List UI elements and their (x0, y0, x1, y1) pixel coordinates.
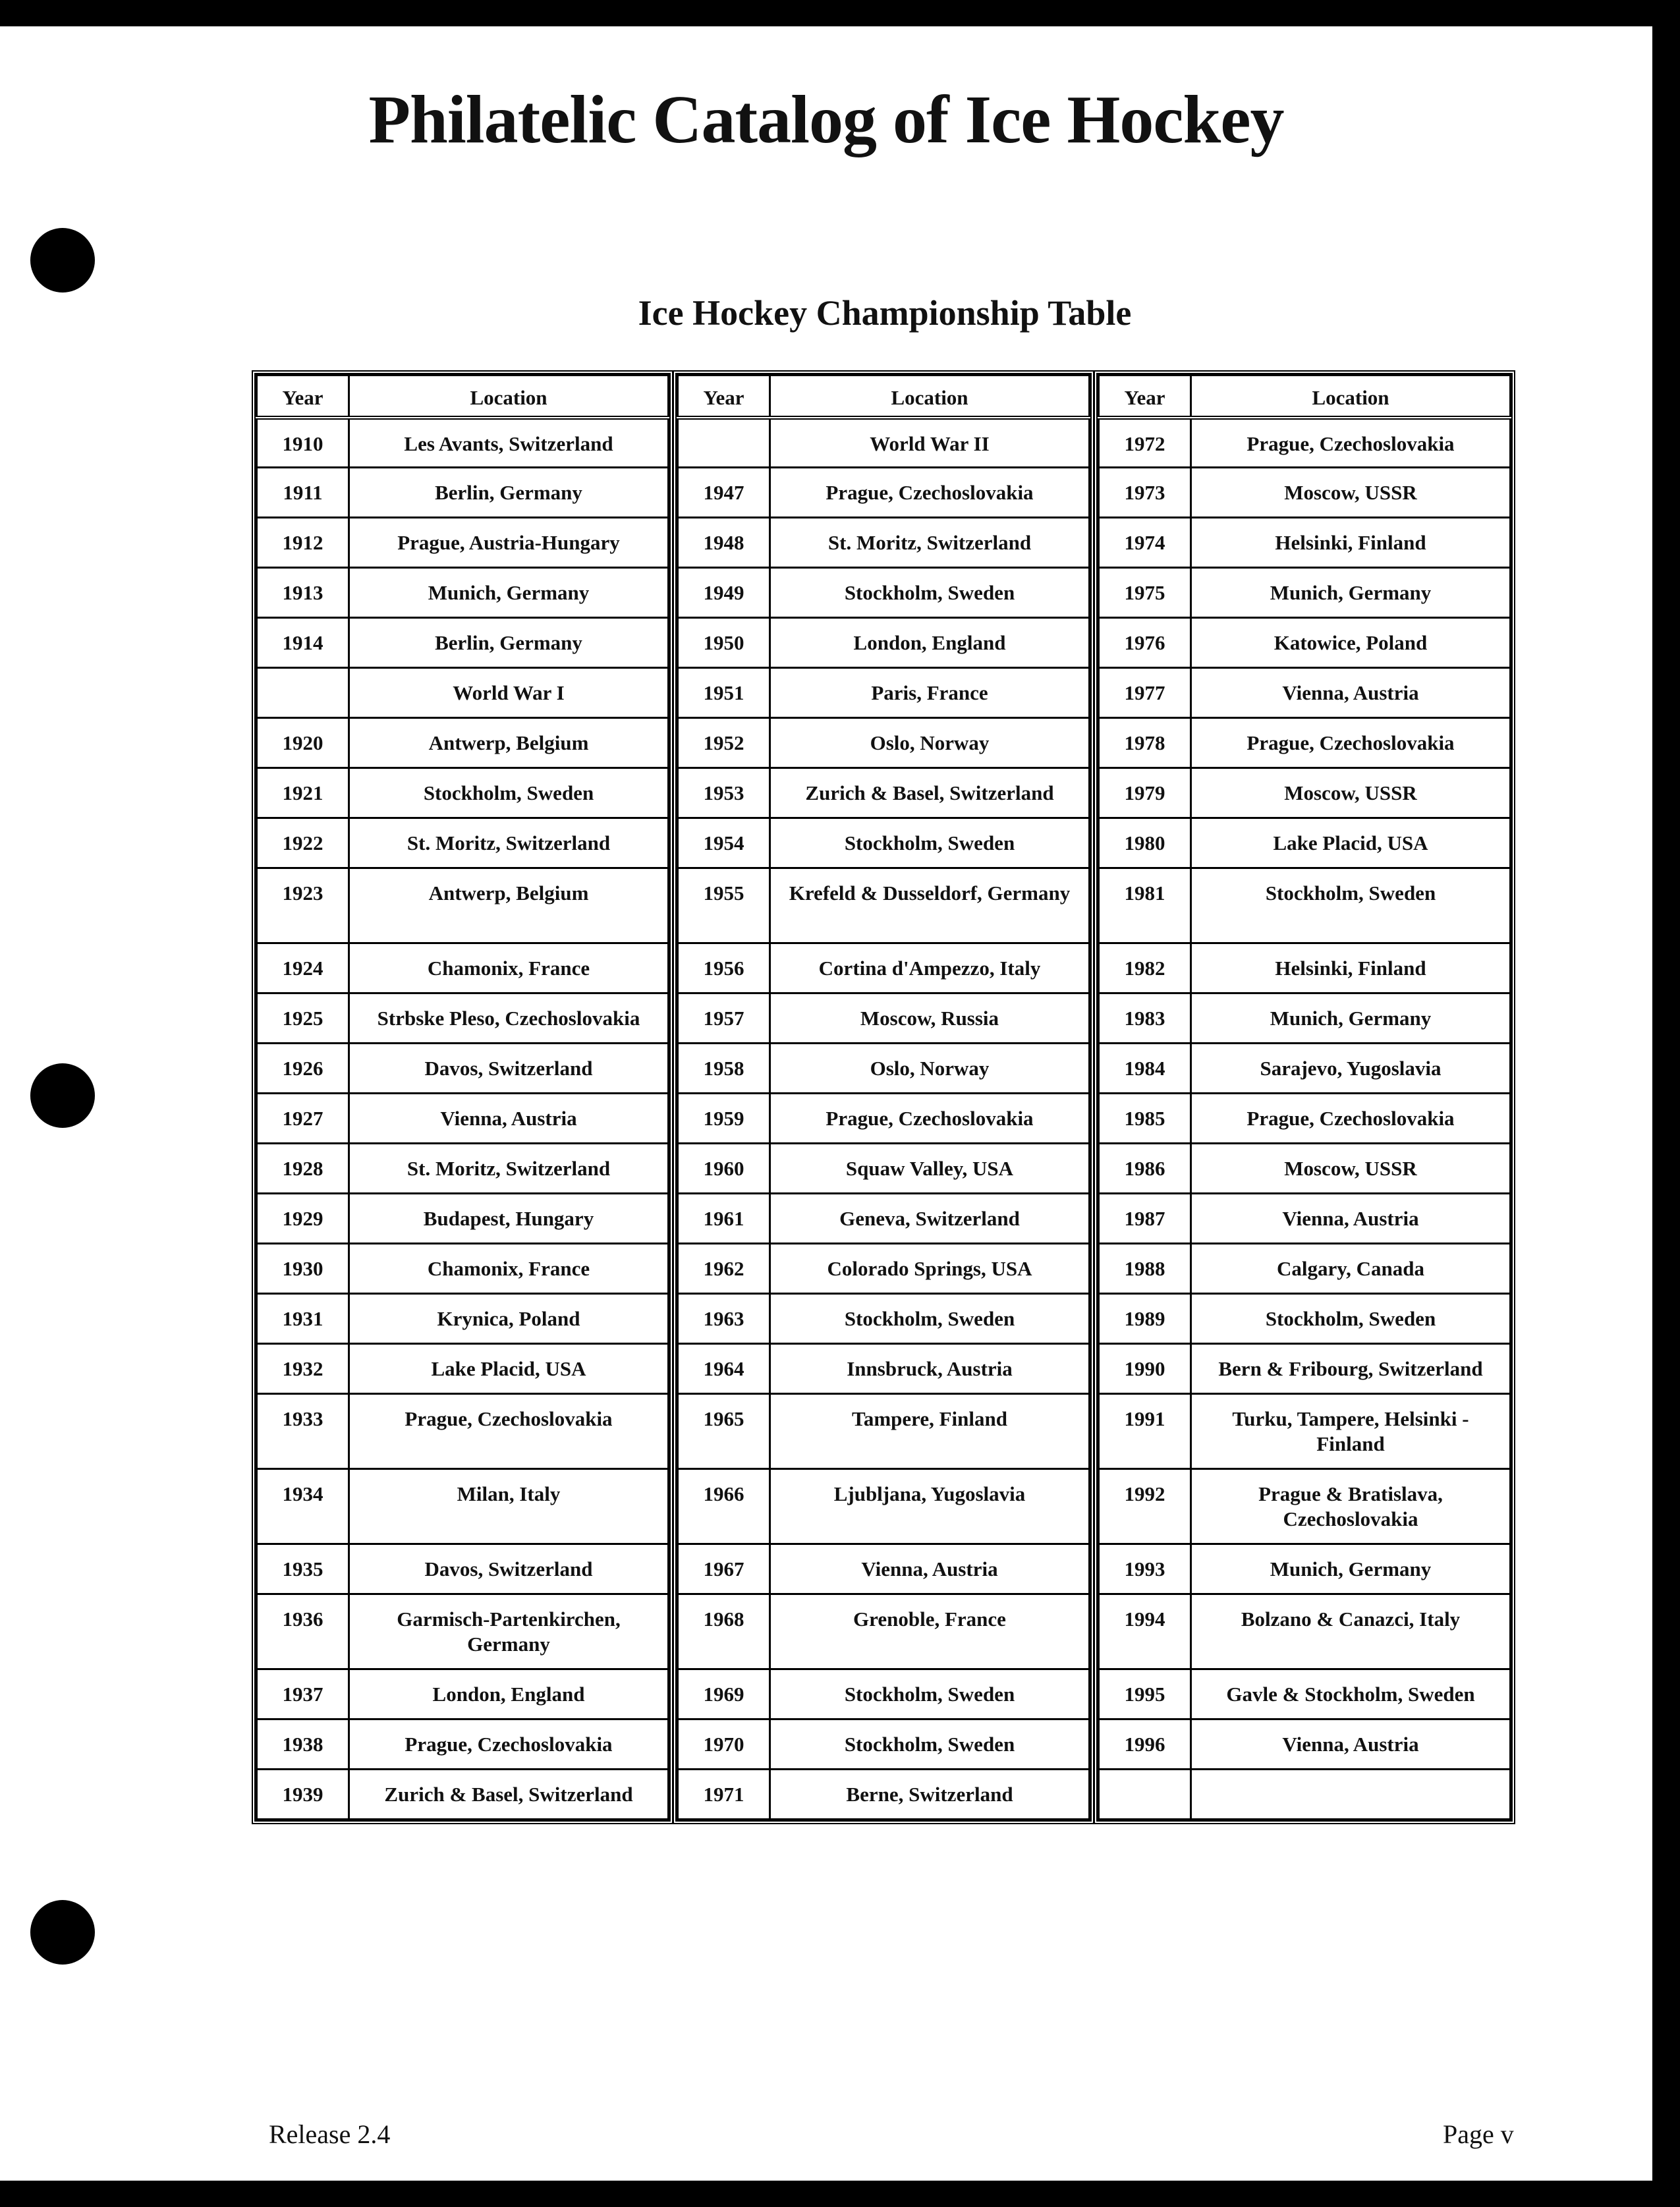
table-panel-grid (677, 374, 1090, 1820)
year-cell: 1992 (1099, 1469, 1191, 1544)
table-row (1099, 818, 1511, 868)
location-column-header: Location (349, 376, 669, 418)
location-cell: Munich, Germany (1191, 1544, 1511, 1594)
table-row (678, 1719, 1090, 1770)
table-row (257, 768, 669, 818)
table-row (1099, 1344, 1511, 1394)
year-cell: 1910 (257, 418, 349, 468)
location-cell: Ljubljana, Yugoslavia (770, 1469, 1090, 1544)
year-cell: 1958 (678, 1044, 770, 1094)
table-panel-2 (673, 370, 1094, 1824)
location-cell: Calgary, Canada (1191, 1244, 1511, 1294)
location-cell: Chamonix, France (349, 1244, 669, 1294)
year-cell: 1931 (257, 1294, 349, 1344)
location-cell: Paris, France (770, 668, 1090, 718)
location-cell: Munich, Germany (349, 568, 669, 618)
table-row (1099, 618, 1511, 668)
year-column-header: Year (1099, 376, 1191, 418)
year-cell: 1959 (678, 1094, 770, 1144)
year-cell: 1932 (257, 1344, 349, 1394)
year-cell: 1927 (257, 1094, 349, 1144)
location-cell: Stockholm, Sweden (1191, 868, 1511, 943)
location-cell: Berlin, Germany (349, 618, 669, 668)
table-row (1099, 1394, 1511, 1469)
table-row (257, 718, 669, 768)
location-cell: Lake Placid, USA (349, 1344, 669, 1394)
year-cell: 1913 (257, 568, 349, 618)
location-cell: Squaw Valley, USA (770, 1144, 1090, 1194)
location-cell: Geneva, Switzerland (770, 1194, 1090, 1244)
location-cell: Bolzano & Canazci, Italy (1191, 1594, 1511, 1669)
year-cell: 1951 (678, 668, 770, 718)
year-cell: 1936 (257, 1594, 349, 1669)
location-cell: Sarajevo, Yugoslavia (1191, 1044, 1511, 1094)
location-cell: London, England (770, 618, 1090, 668)
year-cell: 1977 (1099, 668, 1191, 718)
year-cell: 1982 (1099, 943, 1191, 993)
location-cell: Berne, Switzerland (770, 1770, 1090, 1820)
year-cell: 1952 (678, 718, 770, 768)
year-cell: 1961 (678, 1194, 770, 1244)
table-row (678, 1344, 1090, 1394)
location-cell: Vienna, Austria (770, 1544, 1090, 1594)
location-cell: Prague, Czechoslovakia (1191, 418, 1511, 468)
year-cell: 1990 (1099, 1344, 1191, 1394)
table-row (678, 1244, 1090, 1294)
year-cell: 1978 (1099, 718, 1191, 768)
table-row (257, 1144, 669, 1194)
table-row (678, 818, 1090, 868)
year-cell: 1954 (678, 818, 770, 868)
location-cell: Strbske Pleso, Czechoslovakia (349, 993, 669, 1044)
table-row (1099, 993, 1511, 1044)
location-cell: St. Moritz, Switzerland (770, 518, 1090, 568)
table-row (257, 1594, 669, 1669)
location-cell: Stockholm, Sweden (770, 1294, 1090, 1344)
year-cell: 1969 (678, 1669, 770, 1719)
table-row (678, 468, 1090, 518)
year-cell: 1937 (257, 1669, 349, 1719)
year-cell: 1962 (678, 1244, 770, 1294)
location-cell: Davos, Switzerland (349, 1544, 669, 1594)
year-cell: 1939 (257, 1770, 349, 1820)
table-row (1099, 1294, 1511, 1344)
table-row (257, 1194, 669, 1244)
location-cell: Stockholm, Sweden (770, 818, 1090, 868)
year-cell: 1996 (1099, 1719, 1191, 1770)
location-cell: Milan, Italy (349, 1469, 669, 1544)
year-cell: 1972 (1099, 418, 1191, 468)
location-cell: Prague, Czechoslovakia (1191, 1094, 1511, 1144)
location-cell: Vienna, Austria (1191, 668, 1511, 718)
year-cell: 1981 (1099, 868, 1191, 943)
location-cell: Berlin, Germany (349, 468, 669, 518)
year-cell: 1926 (257, 1044, 349, 1094)
location-cell: Grenoble, France (770, 1594, 1090, 1669)
page-title: Philatelic Catalog of Ice Hockey (368, 82, 1284, 157)
location-cell: Vienna, Austria (1191, 1194, 1511, 1244)
table-row (678, 1394, 1090, 1469)
location-cell: Helsinki, Finland (1191, 518, 1511, 568)
location-cell: Moscow, Russia (770, 993, 1090, 1044)
location-column-header: Location (770, 376, 1090, 418)
year-cell: 1912 (257, 518, 349, 568)
location-cell: Turku, Tampere, Helsinki - Finland (1191, 1394, 1511, 1469)
year-cell: 1989 (1099, 1294, 1191, 1344)
page-number: Page v (1443, 2119, 1514, 2149)
location-cell: Colorado Springs, USA (770, 1244, 1090, 1294)
location-cell: Munich, Germany (1191, 993, 1511, 1044)
table-row (678, 618, 1090, 668)
table-row (678, 668, 1090, 718)
table-row (678, 1770, 1090, 1820)
table-row (257, 1544, 669, 1594)
table-row (1099, 1594, 1511, 1669)
table-row (257, 1094, 669, 1144)
location-cell: World War II (770, 418, 1090, 468)
year-cell: 1960 (678, 1144, 770, 1194)
table-row (678, 418, 1090, 468)
table-panel-grid (256, 374, 669, 1820)
year-cell: 1968 (678, 1594, 770, 1669)
location-cell (1191, 1770, 1511, 1820)
table-row (257, 943, 669, 993)
table-row (1099, 418, 1511, 468)
table-row (1099, 518, 1511, 568)
location-cell: Stockholm, Sweden (349, 768, 669, 818)
year-cell: 1963 (678, 1294, 770, 1344)
table-row (1099, 1044, 1511, 1094)
year-cell: 1947 (678, 468, 770, 518)
table-header-row (1099, 376, 1511, 418)
table-row (257, 1044, 669, 1094)
table-row (678, 1294, 1090, 1344)
year-cell: 1993 (1099, 1544, 1191, 1594)
location-cell: Innsbruck, Austria (770, 1344, 1090, 1394)
location-cell: Antwerp, Belgium (349, 868, 669, 943)
year-cell: 1928 (257, 1144, 349, 1194)
location-cell: World War I (349, 668, 669, 718)
table-title: Ice Hockey Championship Table (638, 293, 1132, 333)
year-cell: 1985 (1099, 1094, 1191, 1144)
table-row (1099, 1770, 1511, 1820)
year-cell: 1955 (678, 868, 770, 943)
location-cell: Oslo, Norway (770, 1044, 1090, 1094)
location-cell: Gavle & Stockholm, Sweden (1191, 1669, 1511, 1719)
table-row (678, 768, 1090, 818)
year-cell: 1994 (1099, 1594, 1191, 1669)
table-row (257, 618, 669, 668)
location-cell: Prague, Czechoslovakia (770, 468, 1090, 518)
table-row (257, 418, 669, 468)
year-cell: 1922 (257, 818, 349, 868)
year-cell: 1983 (1099, 993, 1191, 1044)
year-cell: 1995 (1099, 1669, 1191, 1719)
year-cell: 1971 (678, 1770, 770, 1820)
location-cell: Moscow, USSR (1191, 768, 1511, 818)
table-row (678, 868, 1090, 943)
location-cell: Zurich & Basel, Switzerland (349, 1770, 669, 1820)
table-row (1099, 1194, 1511, 1244)
year-cell: 1923 (257, 868, 349, 943)
binder-hole (30, 1900, 95, 1965)
year-cell: 1914 (257, 618, 349, 668)
location-cell: Chamonix, France (349, 943, 669, 993)
year-cell: 1986 (1099, 1144, 1191, 1194)
year-cell: 1973 (1099, 468, 1191, 518)
year-cell: 1934 (257, 1469, 349, 1544)
table-row (1099, 1544, 1511, 1594)
table-row (1099, 1094, 1511, 1144)
table-panel-grid (1098, 374, 1511, 1820)
table-row (678, 943, 1090, 993)
location-cell: Zurich & Basel, Switzerland (770, 768, 1090, 818)
location-cell: Oslo, Norway (770, 718, 1090, 768)
table-header-row (678, 376, 1090, 418)
table-row (1099, 1719, 1511, 1770)
location-cell: Stockholm, Sweden (770, 1719, 1090, 1770)
championship-table (252, 370, 1515, 1824)
year-cell: 1988 (1099, 1244, 1191, 1294)
year-cell: 1921 (257, 768, 349, 818)
table-row (1099, 1144, 1511, 1194)
location-cell: Bern & Fribourg, Switzerland (1191, 1344, 1511, 1394)
table-row (678, 568, 1090, 618)
table-row (1099, 768, 1511, 818)
year-cell (678, 418, 770, 468)
year-cell: 1925 (257, 993, 349, 1044)
year-cell: 1933 (257, 1394, 349, 1469)
table-row (1099, 943, 1511, 993)
location-cell: Prague, Czechoslovakia (770, 1094, 1090, 1144)
table-row (678, 1669, 1090, 1719)
year-cell: 1911 (257, 468, 349, 518)
year-cell: 1935 (257, 1544, 349, 1594)
year-cell: 1980 (1099, 818, 1191, 868)
table-panel-3 (1094, 370, 1515, 1824)
location-cell: London, England (349, 1669, 669, 1719)
table-header-row (257, 376, 669, 418)
table-row (678, 1144, 1090, 1194)
location-cell: St. Moritz, Switzerland (349, 818, 669, 868)
year-cell: 1967 (678, 1544, 770, 1594)
location-cell: Tampere, Finland (770, 1394, 1090, 1469)
table-row (678, 1544, 1090, 1594)
table-row (1099, 468, 1511, 518)
location-cell: Davos, Switzerland (349, 1044, 669, 1094)
location-column-header: Location (1191, 376, 1511, 418)
table-row (678, 518, 1090, 568)
table-row (1099, 1244, 1511, 1294)
table-row (257, 1344, 669, 1394)
document-page (0, 26, 1652, 2181)
year-column-header: Year (257, 376, 349, 418)
location-cell: Lake Placid, USA (1191, 818, 1511, 868)
binder-hole (30, 1063, 95, 1128)
year-column-header: Year (678, 376, 770, 418)
location-cell: Les Avants, Switzerland (349, 418, 669, 468)
table-row (1099, 718, 1511, 768)
table-row (678, 1044, 1090, 1094)
location-cell: Prague, Czechoslovakia (349, 1394, 669, 1469)
year-cell: 1966 (678, 1469, 770, 1544)
location-cell: Krynica, Poland (349, 1294, 669, 1344)
year-cell (257, 668, 349, 718)
year-cell: 1929 (257, 1194, 349, 1244)
year-cell: 1987 (1099, 1194, 1191, 1244)
location-cell: Katowice, Poland (1191, 618, 1511, 668)
location-cell: St. Moritz, Switzerland (349, 1144, 669, 1194)
location-cell: Prague, Austria-Hungary (349, 518, 669, 568)
location-cell: Krefeld & Dusseldorf, Germany (770, 868, 1090, 943)
table-row (678, 1094, 1090, 1144)
year-cell: 1950 (678, 618, 770, 668)
location-cell: Vienna, Austria (349, 1094, 669, 1144)
table-row (678, 1194, 1090, 1244)
table-row (257, 568, 669, 618)
location-cell: Prague, Czechoslovakia (1191, 718, 1511, 768)
location-cell: Moscow, USSR (1191, 1144, 1511, 1194)
location-cell: Antwerp, Belgium (349, 718, 669, 768)
location-cell: Munich, Germany (1191, 568, 1511, 618)
year-cell: 1974 (1099, 518, 1191, 568)
table-row (1099, 868, 1511, 943)
table-row (678, 1594, 1090, 1669)
location-cell: Stockholm, Sweden (770, 1669, 1090, 1719)
location-cell: Prague, Czechoslovakia (349, 1719, 669, 1770)
location-cell: Helsinki, Finland (1191, 943, 1511, 993)
location-cell: Vienna, Austria (1191, 1719, 1511, 1770)
location-cell: Budapest, Hungary (349, 1194, 669, 1244)
location-cell: Stockholm, Sweden (770, 568, 1090, 618)
year-cell: 1920 (257, 718, 349, 768)
year-cell (1099, 1770, 1191, 1820)
year-cell: 1924 (257, 943, 349, 993)
year-cell: 1965 (678, 1394, 770, 1469)
table-row (257, 1469, 669, 1544)
table-row (678, 718, 1090, 768)
year-cell: 1953 (678, 768, 770, 818)
table-row (678, 993, 1090, 1044)
year-cell: 1956 (678, 943, 770, 993)
table-row (257, 993, 669, 1044)
year-cell: 1984 (1099, 1044, 1191, 1094)
table-row (678, 1469, 1090, 1544)
year-cell: 1970 (678, 1719, 770, 1770)
binder-hole (30, 228, 95, 293)
location-cell: Moscow, USSR (1191, 468, 1511, 518)
table-row (257, 1244, 669, 1294)
year-cell: 1976 (1099, 618, 1191, 668)
table-row (257, 1394, 669, 1469)
table-row (1099, 1469, 1511, 1544)
release-label: Release 2.4 (269, 2119, 391, 2149)
year-cell: 1975 (1099, 568, 1191, 618)
year-cell: 1957 (678, 993, 770, 1044)
table-row (257, 868, 669, 943)
year-cell: 1991 (1099, 1394, 1191, 1469)
year-cell: 1930 (257, 1244, 349, 1294)
year-cell: 1949 (678, 568, 770, 618)
table-row (257, 1294, 669, 1344)
table-row (257, 1669, 669, 1719)
year-cell: 1948 (678, 518, 770, 568)
table-row (257, 518, 669, 568)
year-cell: 1964 (678, 1344, 770, 1394)
table-row (257, 1770, 669, 1820)
location-cell: Stockholm, Sweden (1191, 1294, 1511, 1344)
table-row (257, 468, 669, 518)
table-row (1099, 668, 1511, 718)
table-row (257, 818, 669, 868)
location-cell: Garmisch-Partenkirchen, Germany (349, 1594, 669, 1669)
table-row (1099, 568, 1511, 618)
location-cell: Prague & Bratislava, Czechoslovakia (1191, 1469, 1511, 1544)
table-panel-1 (252, 370, 673, 1824)
location-cell: Cortina d'Ampezzo, Italy (770, 943, 1090, 993)
table-row (257, 1719, 669, 1770)
table-row (257, 668, 669, 718)
year-cell: 1938 (257, 1719, 349, 1770)
table-row (1099, 1669, 1511, 1719)
year-cell: 1979 (1099, 768, 1191, 818)
